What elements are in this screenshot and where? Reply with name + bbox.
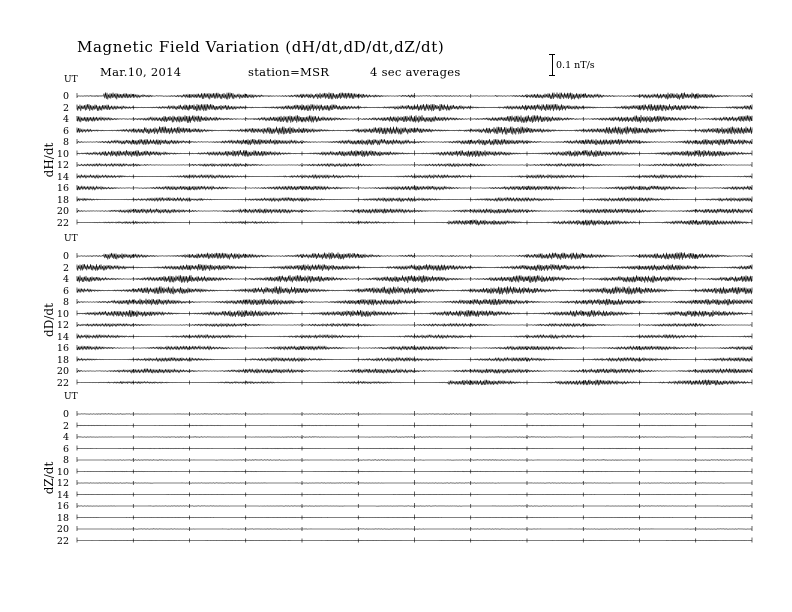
hour-tick-label: 4 [62,274,69,285]
hour-tick-label: 2 [62,262,69,274]
hour-tick-label: 8 [62,455,69,466]
hour-tick-label: 2 [62,420,69,432]
hour-tick-label: 0 [62,251,69,262]
station-label: station=MSR [248,65,330,79]
date-label: Mar.10, 2014 [100,65,182,79]
hour-tick-label: 10 [56,466,69,478]
hour-tick-label: 8 [62,297,69,308]
hour-tick-label: 10 [56,308,69,320]
hour-tick-label: 16 [56,501,69,512]
hour-tick-label: 18 [56,194,69,206]
hour-tick-label: 20 [56,366,69,377]
chart-title: Magnetic Field Variation (dH/dt,dD/dt,dZ/dt) [77,38,445,56]
hour-tick-label: 16 [56,183,69,194]
trace-row [77,529,752,530]
hour-tick-label: 0 [62,409,69,420]
averaging-label: 4 sec averages [370,65,461,79]
hour-tick-label: 2 [62,102,69,114]
hour-tick-label: 16 [56,343,69,354]
hour-tick-label: 12 [56,160,69,171]
hour-tick-label: 22 [56,217,69,229]
hour-tick-label: 20 [56,524,69,535]
hour-tick-label: 14 [56,331,69,343]
ut-label: UT [64,75,78,85]
panel-axis-label: dH/dt [42,142,56,178]
trace-row [77,471,752,472]
hour-tick-label: 14 [56,171,69,183]
hour-tick-label: 10 [56,148,69,160]
ut-label: UT [64,234,78,244]
hour-tick-label: 18 [56,512,69,524]
hour-tick-label: 22 [56,535,69,547]
ut-label: UT [64,392,78,402]
panel-axis-label: dD/dt [42,303,56,337]
hour-tick-label: 20 [56,206,69,217]
hour-tick-label: 22 [56,377,69,389]
hour-tick-label: 8 [62,137,69,148]
hour-tick-label: 18 [56,354,69,366]
hour-tick-label: 4 [62,432,69,443]
trace-row [77,494,752,495]
panel-axis-label: dZ/dt [42,461,56,495]
hour-tick-label: 6 [62,125,69,137]
hour-tick-label: 12 [56,478,69,489]
scale-label: 0.1 nT/s [556,60,595,71]
hour-tick-label: 0 [62,91,69,102]
hour-tick-label: 14 [56,489,69,501]
hour-tick-label: 6 [62,285,69,297]
hour-tick-label: 12 [56,320,69,331]
hour-tick-label: 6 [62,443,69,455]
hour-tick-label: 4 [62,114,69,125]
